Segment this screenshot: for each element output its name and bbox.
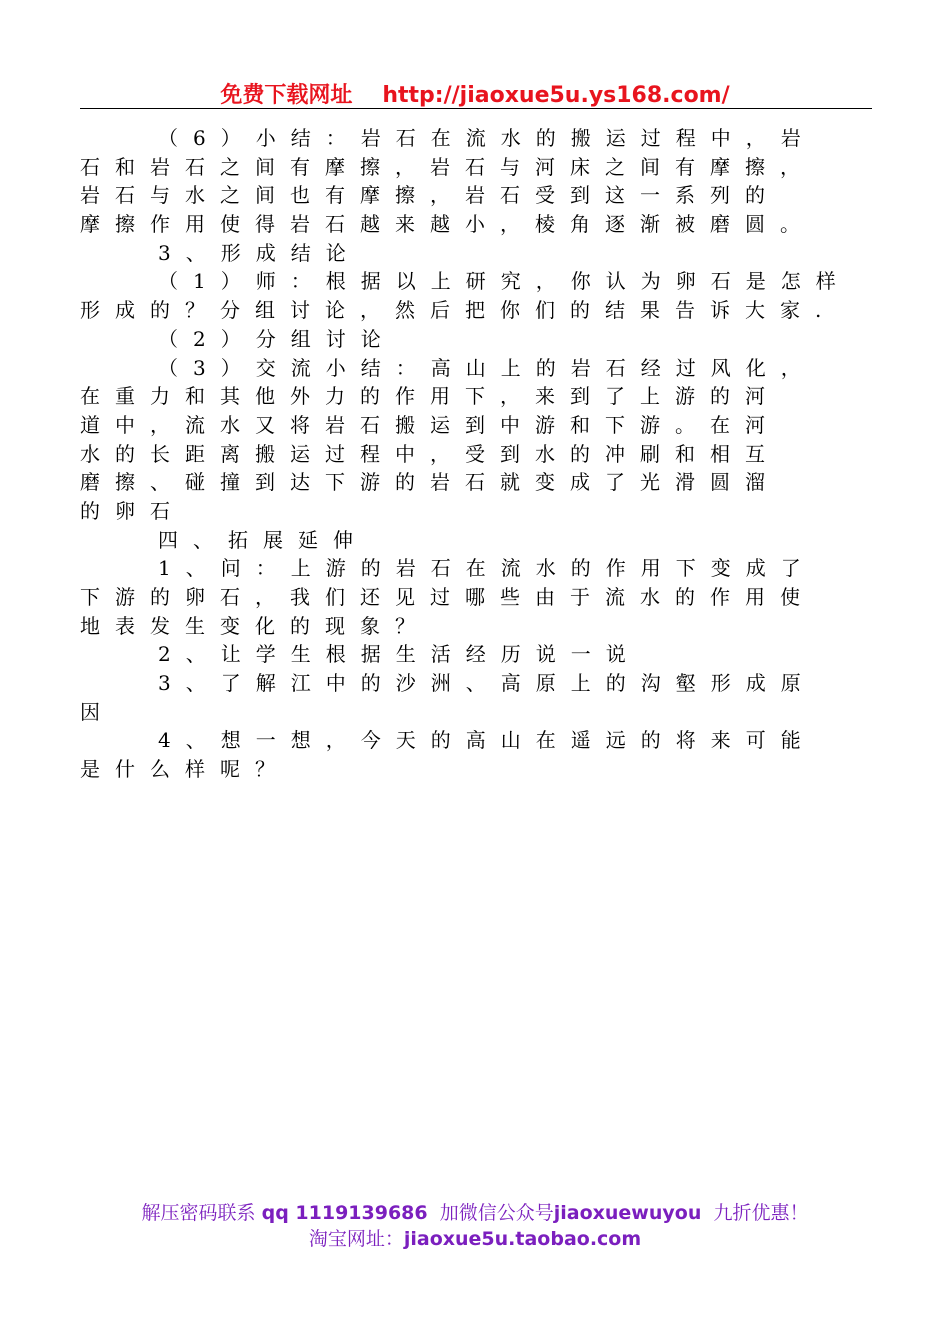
text-line: 水的长距离搬运过程中，受到水的冲刷和相互 (80, 441, 780, 466)
text-line: 摩擦作用使得岩石越来越小，棱角逐渐被磨圆。 (80, 212, 815, 237)
footer-shop-link[interactable]: jiaoxue5u.taobao.com (403, 1228, 642, 1250)
text-line: 石和岩石之间有摩擦，岩石与河床之间有摩擦， (80, 154, 815, 179)
text-line: 4、想一想，今天的高山在遥远的将来可能 (158, 728, 816, 753)
document-body (80, 124, 880, 784)
text-line: 道中，流水又将岩石搬运到中游和下游。在河 (80, 412, 780, 437)
footer-wechat-label: 加微信公众号 (439, 1202, 554, 1224)
text-line: 的卵石 (80, 498, 185, 523)
header-label: 免费下载网址 (220, 83, 353, 108)
text-line: （3）交流小结：高山上的岩石经过风化， (158, 355, 816, 380)
footer-discount-text: 九折优惠！ (713, 1202, 809, 1224)
section-heading: 四、拓展延伸 (158, 527, 368, 552)
text-line: 3、了解江中的沙洲、高原上的沟壑形成原 (158, 671, 816, 696)
header-url-link[interactable]: http://jiaoxue5u.ys168.com/ (382, 83, 730, 108)
text-line: （2）分组讨论 (158, 326, 396, 351)
section-heading: 3、形成结论 (158, 240, 361, 265)
text-line: 地表发生变化的现象？ (80, 613, 430, 638)
header-divider (80, 108, 872, 109)
footer-qq-number: qq 1119139686 (261, 1202, 428, 1224)
text-line: 下游的卵石，我们还见过哪些由于流水的作用使 (80, 585, 815, 609)
footer-contact-line (0, 1198, 950, 1225)
text-line: 1、问：上游的岩石在流水的作用下变成了 (158, 556, 816, 581)
footer-shop-label: 淘宝网址： (308, 1228, 404, 1250)
text-line: 磨擦、碰撞到达下游的岩石就变成了光滑圆溜 (80, 470, 780, 495)
text-line: 在重力和其他外力的作用下，来到了上游的河 (80, 384, 780, 409)
footer-wechat-id: jiaoxuewuyou (553, 1202, 702, 1224)
text-line: （1）师：根据以上研究，你认为卵石是怎样 (158, 269, 851, 294)
text-line: 岩石与水之间也有摩擦，岩石受到这一系列的 (80, 183, 780, 208)
footer-password-label: 解压密码联系 (141, 1202, 256, 1224)
footer-shop-line (0, 1224, 950, 1251)
download-header (0, 78, 950, 109)
text-line: 是什么样呢？ (80, 757, 290, 782)
text-line: 形成的？分组讨论，然后把你们的结果告诉大家. (80, 298, 837, 323)
text-line: 因 (80, 699, 115, 724)
text-line: （6）小结：岩石在流水的搬运过程中，岩 (158, 126, 816, 150)
text-line: 2、让学生根据生活经历说一说 (158, 642, 641, 667)
